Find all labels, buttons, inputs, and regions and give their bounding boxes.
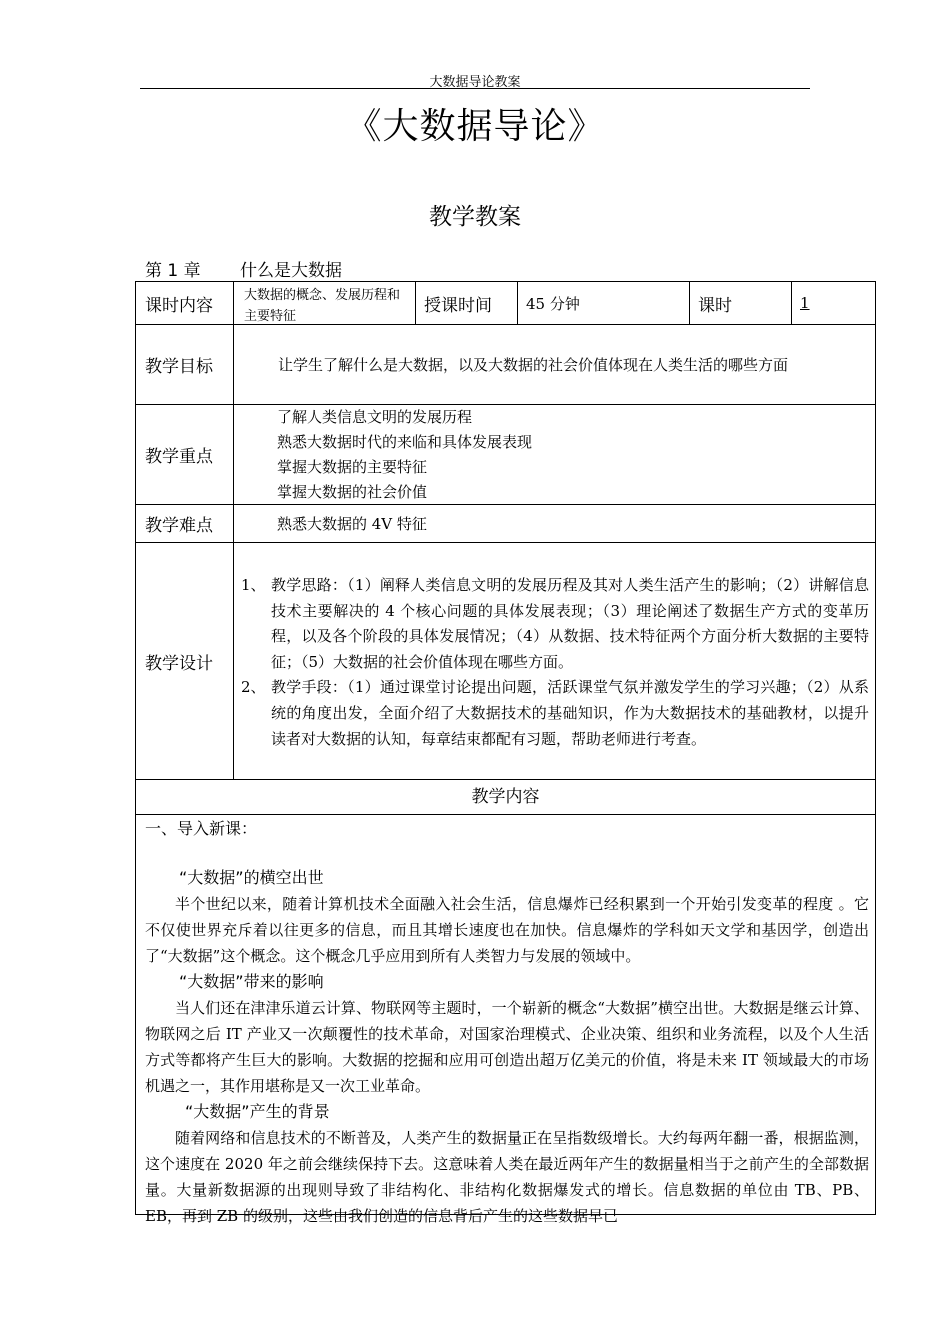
- row-divider: [136, 814, 875, 815]
- chapter-heading: [145, 256, 342, 281]
- lesson-content-value: 大数据的概念、发展历程和主要特征: [244, 288, 401, 324]
- teaching-time-label: 授课时间: [424, 295, 492, 316]
- class-hours-value: 1: [800, 294, 810, 312]
- chapter-title: 什么是大数据: [240, 261, 342, 281]
- paragraph: 随着网络和信息技术的不断普及，人类产生的数据量正在呈指数级增长。大约每两年翻一番，根据监测，这个速度在 2020 年之前会继续保持下去。这意味着人类在最近两年产生的数据量相当于之前产生的全部数据量。大量新数据源的出现则导致了非结构化、非结构化数据爆发式的增长。信息数据的单位由 TB、PB、EB，再到 ZB 的级别，这些由我们创造的信息背后产生的这些数据早已: [145, 1129, 869, 1225]
- class-hours-label: 课时: [698, 296, 732, 316]
- lesson-plan-table: [135, 281, 876, 1225]
- content-body: [145, 816, 869, 1225]
- design-list: [235, 573, 869, 752]
- difficulty-text: 熟悉大数据的 4V 特征: [277, 515, 427, 533]
- subheading: “大数据”产生的背景: [185, 1102, 330, 1121]
- section-heading: 一、导入新课：: [145, 819, 258, 838]
- document-subtitle: 教学教案: [429, 204, 521, 230]
- key-point-item: 掌握大数据的主要特征: [277, 458, 428, 476]
- paragraph: 当人们还在津津乐道云计算、物联网等主题时，一个崭新的概念“大数据”横空出世。大数据是继云计算、物联网之后 IT 产业又一次颠覆性的技术革命，对国家治理模式、企业决策、组织和业务流程，以及个人生活方式等都将产生巨大的影响。大数据的挖掘和应用可创造出超万亿美元的价值，将是未来 IT 领域最大的市场机遇之一，其作用堪称是又一次工业革命。: [145, 999, 869, 1095]
- key-point-item: 了解人类信息文明的发展历程: [277, 408, 473, 426]
- lesson-content-label: 课时内容: [145, 295, 213, 316]
- difficulty-label: 教学难点: [145, 516, 213, 536]
- column-divider: [791, 282, 792, 324]
- running-header: 大数据导论教案: [429, 75, 521, 90]
- subheading: “大数据”带来的影响: [179, 972, 324, 991]
- chapter-number: 第 1 章: [145, 261, 201, 281]
- design-item-text: 教学思路：（1）阐释人类信息文明的发展历程及其对人类生活产生的影响；（2）讲解信息技术主要解决的 4 个核心问题的具体发展表现；（3）理论阐述了数据生产方式的变革历程，以及各个阶段的具体发展情况；（4）从数据、技术特征两个方面分析大数据的主要特征；（5）大数据的社会价值体现在哪些方面。: [271, 576, 869, 671]
- objective-label: 教学目标: [145, 357, 213, 377]
- subheading: “大数据”的横空出世: [179, 868, 324, 887]
- teaching-time-value: 45 分钟: [526, 294, 580, 313]
- design-item-text: 教学手段：（1）通过课堂讨论提出问题，活跃课堂气氛并激发学生的学习兴趣；（2）从系统的角度出发，全面介绍了大数据技术的基础知识，作为大数据技术的基础教材，以提升读者对大数据的认知，每章结束都配有习题，帮助老师进行考查。: [271, 678, 869, 748]
- key-points-label: 教学重点: [145, 447, 213, 467]
- objective-text: 让学生了解什么是大数据，以及大数据的社会价值体现在人类生活的哪些方面: [278, 356, 789, 374]
- design-item-number: 2、: [241, 678, 266, 697]
- key-point-item: 掌握大数据的社会价值: [277, 483, 428, 501]
- design-item: [235, 675, 869, 752]
- header-rule: [140, 88, 810, 89]
- key-point-item: 熟悉大数据时代的来临和具体发展表现: [277, 433, 533, 451]
- design-label: 教学设计: [145, 653, 213, 674]
- document-title: 《大数据导论》: [345, 106, 605, 147]
- design-item-number: 1、: [241, 576, 266, 594]
- column-divider: [233, 282, 234, 779]
- row-divider: [136, 542, 875, 543]
- content-heading: 教学内容: [471, 787, 540, 807]
- design-item: [235, 573, 869, 675]
- paragraph: 半个世纪以来，随着计算机技术全面融入社会生活，信息爆炸已经积累到一个开始引发变革的程度 。它不仅使世界充斥着以往更多的信息，而且其增长速度也在加快。信息爆炸的学科如天文学和基因学，创造出了“大数据”这个概念。这个概念几乎应用到所有人类智力与发展的领域中。: [145, 895, 869, 965]
- key-points-list: [277, 405, 867, 505]
